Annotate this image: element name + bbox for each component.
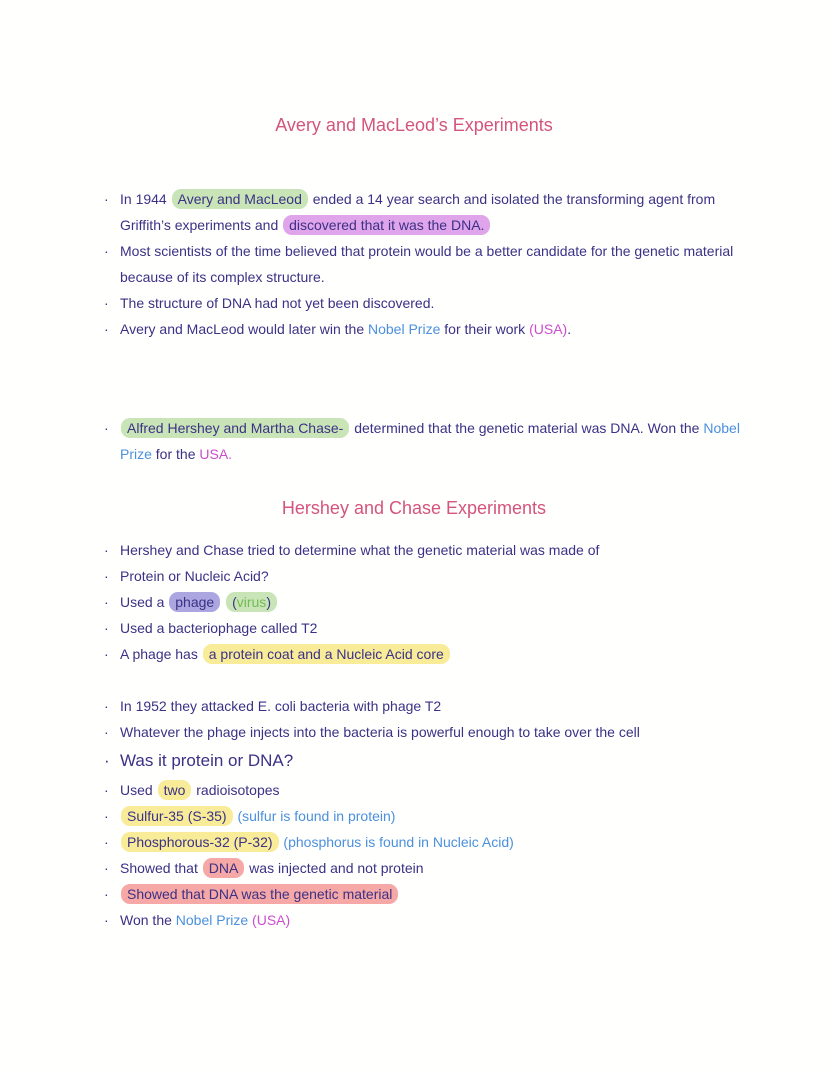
- bullet-dot: ·: [104, 243, 109, 259]
- bullet-item: [104, 641, 820, 667]
- text-run: (: [232, 594, 237, 610]
- text-run: for the: [151, 446, 200, 462]
- text-run: Whatever the phage injects into the bacteria is powerful enough to take over the cell: [120, 724, 640, 740]
- bullet-item: [104, 881, 820, 907]
- bullet-dot: ·: [104, 646, 109, 662]
- bullet-dot: ·: [104, 191, 109, 207]
- bullet-text: [120, 238, 820, 290]
- highlight-green: Alfred Hershey and Martha Chase-: [121, 418, 349, 438]
- text-run: Used a: [120, 594, 169, 610]
- highlight-salmon: DNA: [203, 858, 245, 878]
- bullet-text: [120, 415, 820, 467]
- bullet-text: [120, 316, 820, 342]
- bullet-item: [104, 316, 820, 342]
- bullet-text: [120, 855, 820, 881]
- bullet-text: [120, 641, 820, 667]
- text-run: Showed that: [120, 860, 202, 876]
- bullet-dot: ·: [104, 321, 109, 337]
- colored-text-blue: Nobel Prize: [368, 321, 441, 337]
- text-run: Avery and MacLeod would later win the: [120, 321, 368, 337]
- text-run: was injected and not protein: [245, 860, 424, 876]
- colored-text-blue: (sulfur is found in protein): [237, 808, 396, 824]
- text-run: The structure of DNA had not yet been discovered.: [120, 295, 435, 311]
- bullet-text: [120, 290, 820, 316]
- bullet-item: [104, 589, 820, 615]
- avery-macleod-notes-list: [0, 186, 828, 342]
- bullet-item: [104, 855, 820, 881]
- bullet-item: [104, 238, 820, 290]
- text-run: determined that the genetic material was DNA. Won the: [350, 420, 704, 436]
- bullet-dot: ·: [104, 912, 109, 928]
- colored-text-magenta: (USA): [529, 321, 568, 337]
- section-title-hershey-chase: Hershey and Chase Experiments: [281, 498, 547, 518]
- colored-text-magenta: USA.: [199, 446, 233, 462]
- bullet-text: [120, 186, 820, 238]
- bullet-dot: ·: [104, 808, 109, 824]
- bullet-text: [120, 907, 820, 933]
- bullet-dot: ·: [104, 568, 109, 584]
- bullet-text: [120, 803, 820, 829]
- bullet-dot: ·: [104, 834, 109, 850]
- bullet-item: [104, 803, 820, 829]
- colored-text-magenta: (USA): [252, 912, 291, 928]
- highlight-green: Avery and MacLeod: [172, 189, 308, 209]
- highlight-salmon: Showed that DNA was the genetic material: [121, 884, 398, 904]
- text-run: Was it protein or DNA?: [120, 751, 294, 770]
- section-gap: [0, 342, 828, 415]
- bullet-item: [104, 777, 820, 803]
- text-run: Most scientists of the time believed that protein would be a better candidate for the genetic material: [120, 243, 734, 259]
- bullet-item: [104, 290, 820, 316]
- text-run: Protein or Nucleic Acid?: [120, 568, 269, 584]
- text-run: [221, 594, 225, 610]
- text-run: ): [266, 594, 271, 610]
- bullet-item: [104, 829, 820, 855]
- hershey-chase-intro-list: [0, 415, 828, 467]
- highlight-yellow: Sulfur-35 (S-35): [121, 806, 233, 826]
- paragraph-gap: [0, 667, 828, 693]
- text-run: In 1944: [120, 191, 171, 207]
- hershey-chase-notes-list-1: [0, 537, 828, 667]
- highlight-green: [226, 592, 277, 612]
- bullet-text: [120, 589, 820, 615]
- colored-text-blue: Nobel Prize: [175, 912, 249, 928]
- text-run: Griffith’s experiments and: [120, 217, 283, 233]
- bullet-text: [120, 777, 820, 803]
- bullet-item: [104, 186, 820, 238]
- text-run: Used a bacteriophage called T2: [120, 620, 318, 636]
- text-run: .: [567, 321, 572, 337]
- highlight-yellow: two: [158, 780, 192, 800]
- hershey-chase-notes-list-2: [0, 693, 828, 933]
- bullet-dot: ·: [104, 295, 109, 311]
- bullet-dot: ·: [104, 698, 109, 714]
- bullet-text: [120, 881, 820, 907]
- bullet-dot: ·: [104, 751, 110, 770]
- text-run: ended a 14 year search and isolated the transforming agent from: [308, 191, 716, 207]
- highlight-periwinkle: phage: [169, 592, 220, 612]
- text-run: A phage has: [120, 646, 202, 662]
- bullet-item: [104, 719, 820, 745]
- text-run: for their work: [440, 321, 530, 337]
- bullet-item: [104, 693, 820, 719]
- text-run: Used: [120, 782, 157, 798]
- text-run: Won the: [120, 912, 176, 928]
- bullet-item: [104, 415, 820, 467]
- colored-text-blue: (phosphorus is found in Nucleic Acid): [283, 834, 514, 850]
- bullet-text: [120, 693, 820, 719]
- bullet-item: [104, 615, 820, 641]
- bullet-text: [120, 719, 820, 745]
- bullet-item: [104, 563, 820, 589]
- text-run: Hershey and Chase tried to determine what the genetic material was made of: [120, 542, 600, 558]
- section-title-avery-macleod: Avery and MacLeod’s Experiments: [275, 115, 553, 135]
- highlight-yellow: a protein coat and a Nucleic Acid core: [203, 644, 450, 664]
- bullet-dot: ·: [104, 420, 109, 436]
- bullet-text: [120, 745, 820, 777]
- highlight-violet: discovered that it was the DNA.: [283, 215, 490, 235]
- text-run: because of its complex structure.: [120, 269, 325, 285]
- bullet-dot: ·: [104, 782, 109, 798]
- bullet-dot: ·: [104, 860, 109, 876]
- bullet-dot: ·: [104, 886, 109, 902]
- bullet-item: [104, 907, 820, 933]
- bullet-item: [104, 537, 820, 563]
- highlight-yellow: Phosphorous-32 (P-32): [121, 832, 279, 852]
- colored-text-blue: Prize: [120, 446, 152, 462]
- bullet-text: [120, 563, 820, 589]
- bullet-dot: ·: [104, 594, 109, 610]
- bullet-dot: ·: [104, 620, 109, 636]
- colored-text-blue: Nobel: [703, 420, 740, 436]
- bullet-text: [120, 537, 820, 563]
- bullet-text: [120, 615, 820, 641]
- text-run: radioisotopes: [192, 782, 280, 798]
- bullet-dot: ·: [104, 542, 109, 558]
- text-run: In 1952 they attacked E. coli bacteria with phage T2: [120, 698, 442, 714]
- bullet-item: [104, 745, 820, 777]
- colored-text-green: virus: [236, 594, 267, 610]
- bullet-dot: ·: [104, 724, 109, 740]
- bullet-text: [120, 829, 820, 855]
